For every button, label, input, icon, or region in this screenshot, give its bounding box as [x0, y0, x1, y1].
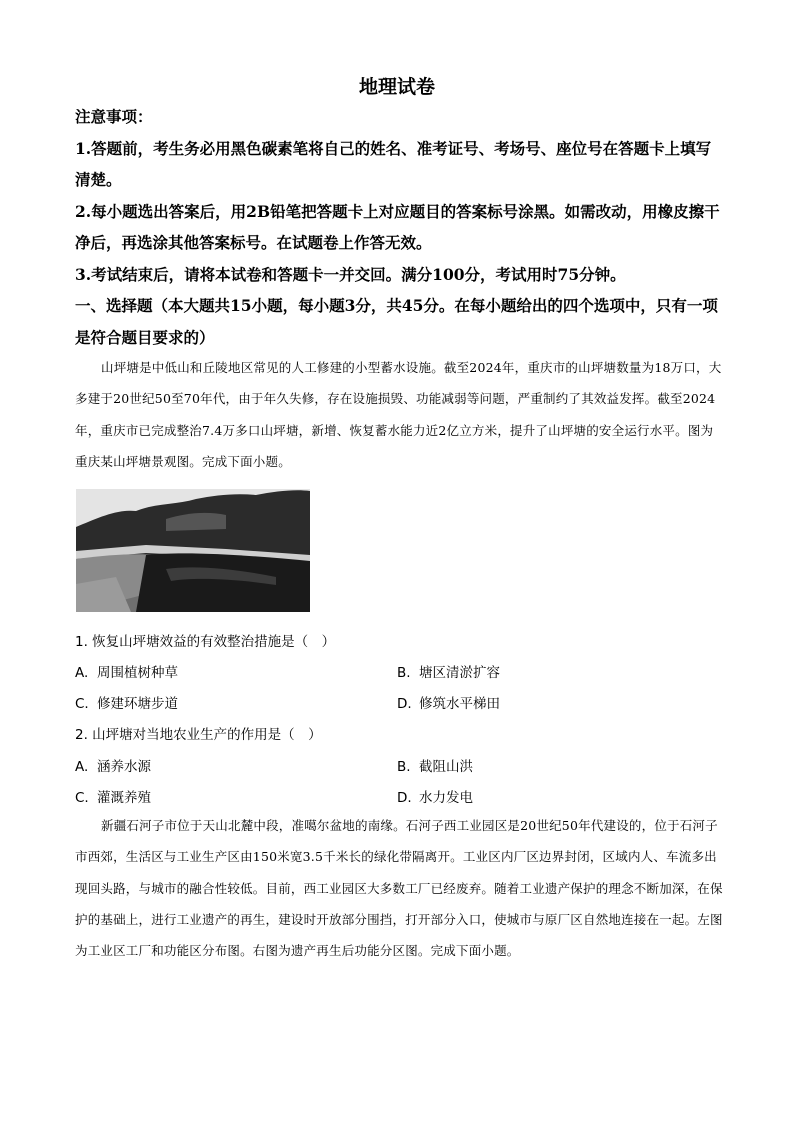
- question-stem: 1. 恢复山坪塘效益的有效整治措施是（ ）: [75, 634, 336, 650]
- option-key: C.: [75, 790, 89, 806]
- notes-item: 1.答题前，考生务必用黑色碳素笔将自己的姓名、准考证号、考场号、座位号在答题卡上填写清楚。: [75, 138, 712, 189]
- option-key: C.: [75, 696, 89, 712]
- option-text: 涵养水源: [97, 759, 151, 775]
- notes-item: 2.每小题选出答案后，用2B铅笔把答题卡上对应题目的答案标号涂黑。如需改动，用橡皮擦干净后，再选涂其他答案标号。在试题卷上作答无效。: [75, 201, 720, 252]
- option-a: [75, 661, 178, 681]
- notes-heading: 注意事项：: [75, 107, 153, 126]
- option-text: 塘区清淤扩容: [419, 665, 500, 681]
- pond-photo: [76, 489, 310, 612]
- option-c: [75, 692, 178, 712]
- option-a: [75, 755, 151, 775]
- option-d: [397, 692, 500, 712]
- question-stem: 2. 山坪塘对当地农业生产的作用是（ ）: [75, 727, 322, 743]
- option-key: B.: [397, 665, 411, 681]
- option-key: D.: [397, 696, 412, 712]
- option-key: B.: [397, 759, 411, 775]
- option-d: [397, 786, 473, 806]
- section-heading: 一、选择题（本大题共15小题，每小题3分，共45分。在每小题给出的四个选项中，只有一项是符合题目要求的）: [75, 296, 718, 347]
- page-title: 地理试卷: [358, 76, 435, 98]
- option-text: 修筑水平梯田: [419, 696, 500, 712]
- option-text: 灌溉养殖: [97, 790, 151, 806]
- option-b: [397, 661, 500, 681]
- notes-item: 3.考试结束后，请将本试卷和答题卡一并交回。满分100分，考试用时75分钟。: [75, 264, 626, 284]
- option-text: 修建环塘步道: [97, 696, 178, 712]
- option-text: 周围植树种草: [97, 665, 178, 681]
- option-text: 水力发电: [419, 790, 473, 806]
- passage-1: 山坪塘是中低山和丘陵地区常见的人工修建的小型蓄水设施。截至2024年，重庆市的山坪塘数量为18万口，大多建于20世纪50至70年代，由于年久失修，存在设施损毁、功能减弱等问题，严重制约了其效益发挥。截至2024年，重庆市已完成整治7.4万多口山坪塘，新增、恢复蓄水能力近2亿立方米，提升了山坪塘的安全运行水平。图为重庆某山坪塘景观图。完成下面小题。: [75, 360, 722, 469]
- option-b: [397, 755, 473, 775]
- passage-2: 新疆石河子市位于天山北麓中段，准噶尔盆地的南缘。石河子西工业园区是20世纪50年代建设的，位于石河子市西郊，生活区与工业生产区由150米宽3.5千米长的绿化带隔离开。工业区内厂区边界封闭，区域内人、车流多出现回头路，与城市的融合性较低。目前，西工业园区大多数工厂已经废弃。随着工业遗产保护的理念不断加深，在保护的基础上，进行工业遗产的再生，建设时开放部分围挡，打开部分入口，使城市与原厂区自然地连接在一起。左图为工业区工厂和功能区分布图。右图为遗产再生后功能分区图。完成下面小题。: [75, 818, 723, 959]
- option-key: A.: [75, 665, 89, 681]
- option-text: 截阻山洪: [419, 759, 473, 775]
- notes-section: [75, 101, 725, 353]
- option-key: D.: [397, 790, 412, 806]
- option-key: A.: [75, 759, 89, 775]
- option-c: [75, 786, 151, 806]
